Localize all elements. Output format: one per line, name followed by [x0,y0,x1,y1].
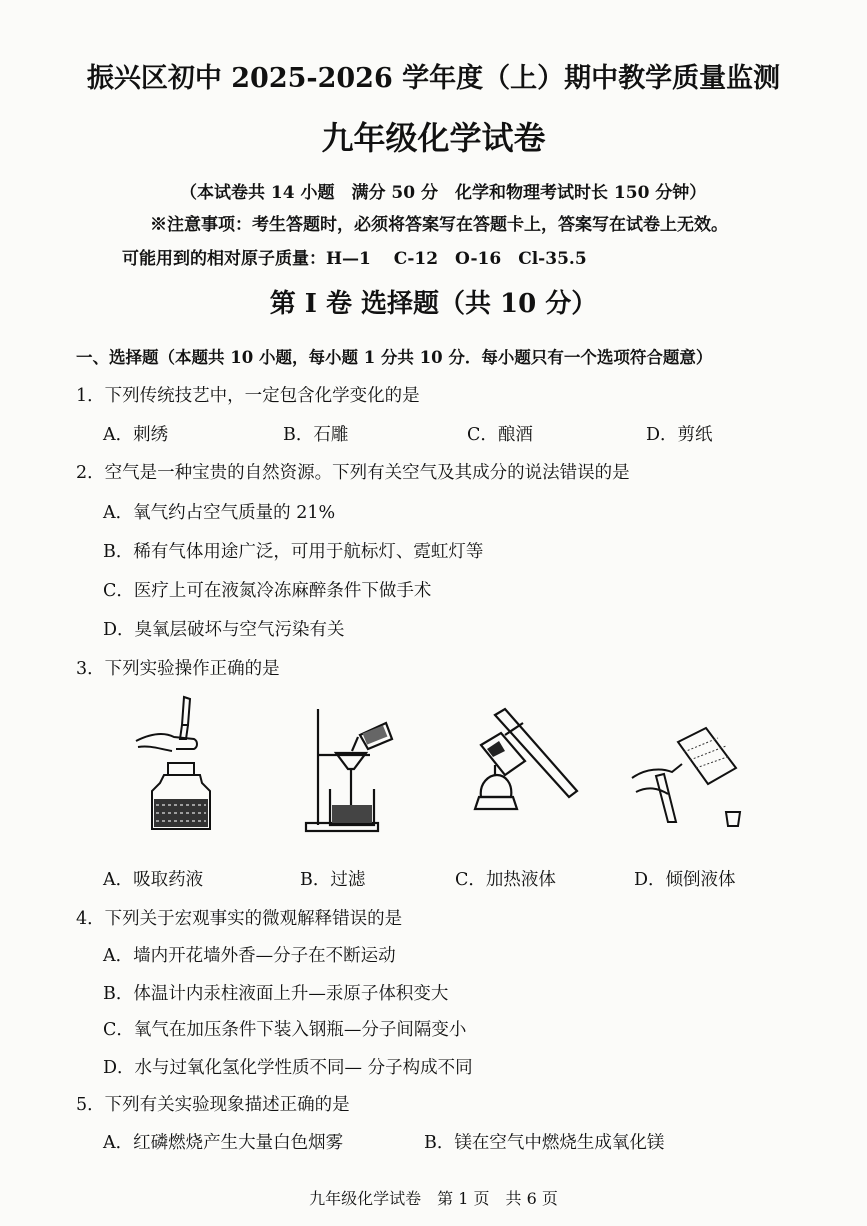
option: A．红磷燃烧产生大量白色烟雾 [103,1133,344,1153]
option: C．酿酒 [467,425,533,445]
option: C．氧气在加压条件下装入钢瓶—分子间隔变小 [103,1020,467,1040]
heating-liquid-figure [465,705,585,825]
option: A．氧气约占空气质量的 21% [103,503,336,523]
exam-info: （本试卷共 14 小题 满分 50 分 化学和物理考试时长 150 分钟） [180,183,707,203]
option: B．镁在空气中燃烧生成氧化镁 [424,1133,665,1153]
pouring-liquid-figure [628,722,753,832]
option: D．剪纸 [646,425,713,445]
option: A．刺绣 [103,425,169,445]
notice: ※注意事项：考生答题时，必须将答案写在答题卡上，答案写在试卷上无效。 [150,215,728,235]
exam-title: 振兴区初中 2025-2026 学年度（上）期中教学质量监测 [86,63,781,94]
section-heading: 一、选择题（本题共 10 小题，每小题 1 分共 10 分．每小题只有一个选项符合题意） [76,348,713,367]
question-stem: 1．下列传统技艺中，一定包含化学变化的是 [76,386,420,406]
filtration-figure [300,705,405,835]
option: C．医疗上可在液氮冷冻麻醉条件下做手术 [103,581,432,601]
dropper-bottle-figure [128,695,233,835]
exam-subtitle: 九年级化学试卷 [321,119,546,157]
question-stem: 4．下列关于宏观事实的微观解释错误的是 [76,909,403,929]
option: D．臭氧层破坏与空气污染有关 [103,620,345,640]
option: B．过滤 [300,870,366,890]
option: B．稀有气体用途广泛，可用于航标灯、霓虹灯等 [103,542,484,562]
option: A．吸取药液 [103,870,204,890]
option: C．加热液体 [455,870,556,890]
question-stem: 5．下列有关实验现象描述正确的是 [76,1095,350,1115]
option: B．石雕 [283,425,349,445]
section-title: 第 I 卷 选择题（共 10 分） [269,289,598,319]
page-footer: 九年级化学试卷 第 1 页 共 6 页 [309,1189,558,1208]
question-stem: 3．下列实验操作正确的是 [76,659,280,679]
question-stem: 2．空气是一种宝贵的自然资源。下列有关空气及其成分的说法错误的是 [76,463,630,483]
option: A．墙内开花墙外香—分子在不断运动 [103,946,396,966]
option: D．倾倒液体 [634,870,736,890]
option: B．体温计内汞柱液面上升—汞原子体积变大 [103,984,449,1004]
atomic-masses: 可能用到的相对原子质量：H—1 C-12 O-16 Cl-35.5 [122,249,587,269]
option: D．水与过氧化氢化学性质不同— 分子构成不同 [103,1058,473,1078]
